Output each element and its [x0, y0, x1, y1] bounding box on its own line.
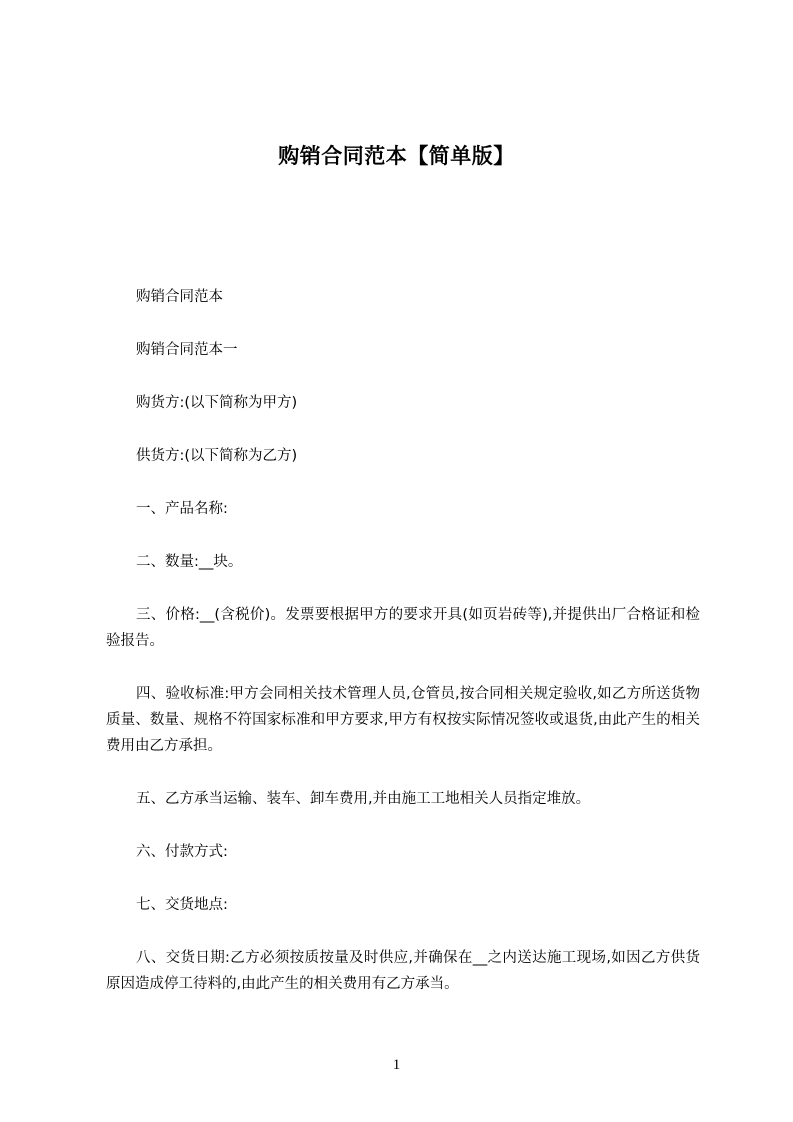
paragraph-product-name: 一、产品名称: [136, 501, 228, 517]
page-number: 1 [392, 1057, 401, 1073]
paragraph-payment-method: 六、付款方式: [136, 844, 228, 860]
paragraph-buyer: 购货方:(以下简称为甲方) [136, 395, 298, 411]
document-title: 购销合同范本【简单版】 [278, 144, 515, 168]
paragraph-quantity: 二、数量:__块。 [136, 554, 243, 570]
paragraph-price: 三、价格:__(含税价)。发票要根据甲方的要求开具(如页岩砖等),并提供出厂合格证和检验报告。 [106, 607, 700, 649]
paragraph-delivery-date: 八、交货日期:乙方必须按质按量及时供应,并确保在__之内送达施工现场,如因乙方供货原因造成停工待料的,由此产生的相关费用有乙方承当。 [106, 950, 700, 992]
paragraph-contract-sample-one: 购销合同范本一 [136, 342, 238, 358]
paragraph-acceptance-standard: 四、验收标准:甲方会同相关技术管理人员,仓管员,按合同相关规定验收,如乙方所送货物质量、数量、规格不符国家标准和甲方要求,甲方有权按实际情况签收或退货,由此产生的相关费用由乙方承担。 [106, 686, 700, 754]
paragraph-supplier: 供货方:(以下简称为乙方) [136, 448, 298, 464]
document-body [106, 284, 700, 1024]
paragraph-transport: 五、乙方承当运输、装车、卸车费用,并由施工工地相关人员指定堆放。 [136, 791, 591, 807]
paragraph-delivery-location: 七、交货地点: [136, 897, 228, 913]
paragraph-contract-name: 购销合同范本 [136, 289, 223, 305]
